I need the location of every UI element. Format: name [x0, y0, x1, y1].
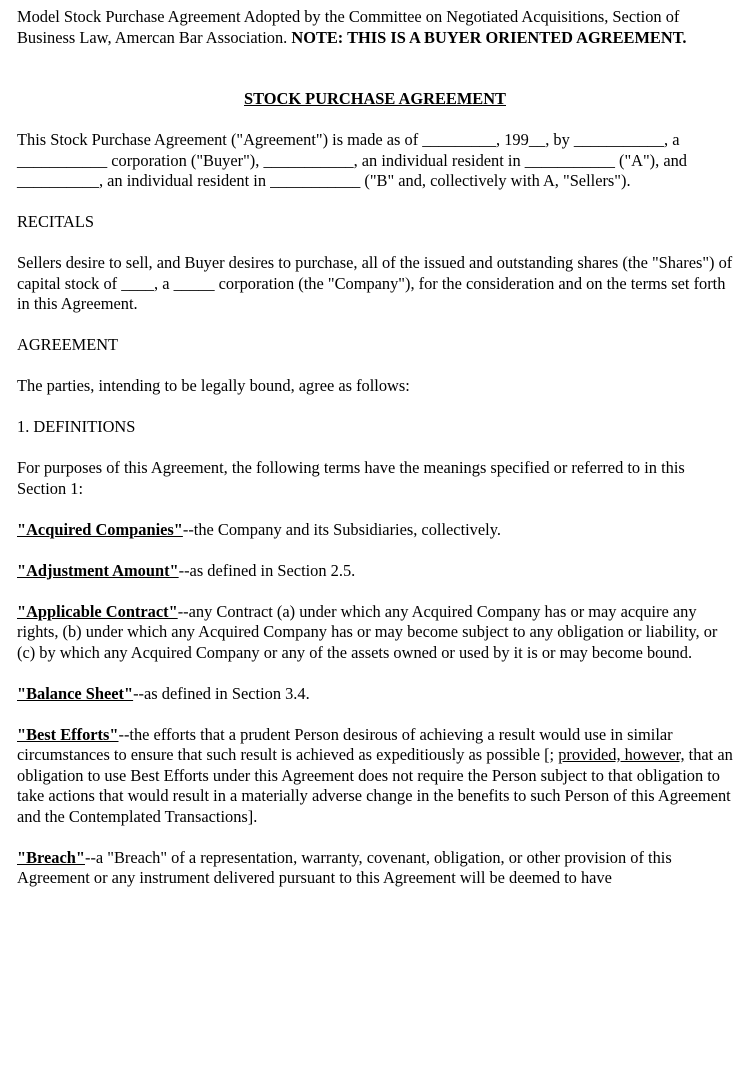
section1-intro: For purposes of this Agreement, the following terms have the meanings specified or referred to in this Section 1: — [17, 458, 685, 498]
definition-text: --the Company and its Subsidiaries, collectively. — [182, 519, 501, 539]
section1-heading: 1. DEFINITIONS — [17, 417, 136, 436]
header-note-bold: NOTE: THIS IS A BUYER ORIENTED AGREEMENT. — [291, 27, 687, 47]
definition-text: --a "Breach" of a representation, warranty, covenant, obligation, or other provision of this Agreement or any instrument delivered pursuant to this Agreement will be deemed to have — [17, 847, 672, 887]
definition-text: --as defined in Section 3.4. — [133, 683, 310, 703]
definition-adjustment-amount — [17, 561, 733, 582]
document-title: STOCK PURCHASE AGREEMENT — [244, 89, 506, 108]
definition-balance-sheet — [17, 684, 733, 705]
definition-term: "Best Efforts" — [17, 724, 119, 744]
definition-text: --any Contract (a) under which any Acquired Company has or may acquire any rights, (b) under which any Acquired Company has or may become subject to any obligation or liability, or (c) by which any Acquired Company or any of the assets owned or used by it is or may become bound. — [17, 601, 718, 662]
agreement-paragraph: The parties, intending to be legally bound, agree as follows: — [17, 376, 410, 395]
definition-text-continued: that an obligation to use Best Efforts under this Agreement does not require the Person subject to that obligation to take actions that would result in a materially adverse change in the benefits to such Person of this Agreement and the Contemplated Transactions]. — [17, 745, 733, 826]
definition-text: --the efforts that a prudent Person desirous of achieving a result would use in similar circumstances to ensure that such result is achieved as expeditiously as possible [; — [17, 724, 673, 764]
definition-term: "Balance Sheet" — [17, 683, 134, 703]
definition-text: --as defined in Section 2.5. — [178, 560, 356, 580]
document-page — [17, 7, 733, 909]
definition-acquired-companies — [17, 520, 733, 541]
definition-applicable-contract — [17, 602, 733, 664]
definition-term: "Applicable Contract" — [17, 601, 178, 621]
agreement-heading: AGREEMENT — [17, 335, 119, 354]
header-note-text: Model Stock Purchase Agreement Adopted by the Committee on Negotiated Acquisitions, Section of Business Law, Amercan Bar Association. — [17, 7, 680, 47]
definition-breach — [17, 848, 733, 889]
recitals-paragraph: Sellers desire to sell, and Buyer desires to purchase, all of the issued and outstanding shares (the "Shares") of capital stock of ____, a _____ corporation (the "Company"), for the consideration and on the terms set forth in this Agreement. — [17, 253, 733, 313]
definition-term: "Acquired Companies" — [17, 519, 183, 539]
definition-proviso: provided, however, — [558, 745, 685, 764]
intro-paragraph: This Stock Purchase Agreement ("Agreement") is made as of _________, 199__, by ___________, a ___________ corporation ("Buyer"), ___________, an individual resident in ___________ ("A"), and __________, an individual resident in ___________ ("B" and, collectively with A, "Sellers"). — [17, 130, 687, 190]
header-note — [17, 7, 733, 48]
recitals-heading: RECITALS — [17, 212, 94, 231]
definition-term: "Breach" — [17, 847, 85, 867]
definition-term: "Adjustment Amount" — [17, 560, 179, 580]
definition-best-efforts — [17, 725, 733, 828]
